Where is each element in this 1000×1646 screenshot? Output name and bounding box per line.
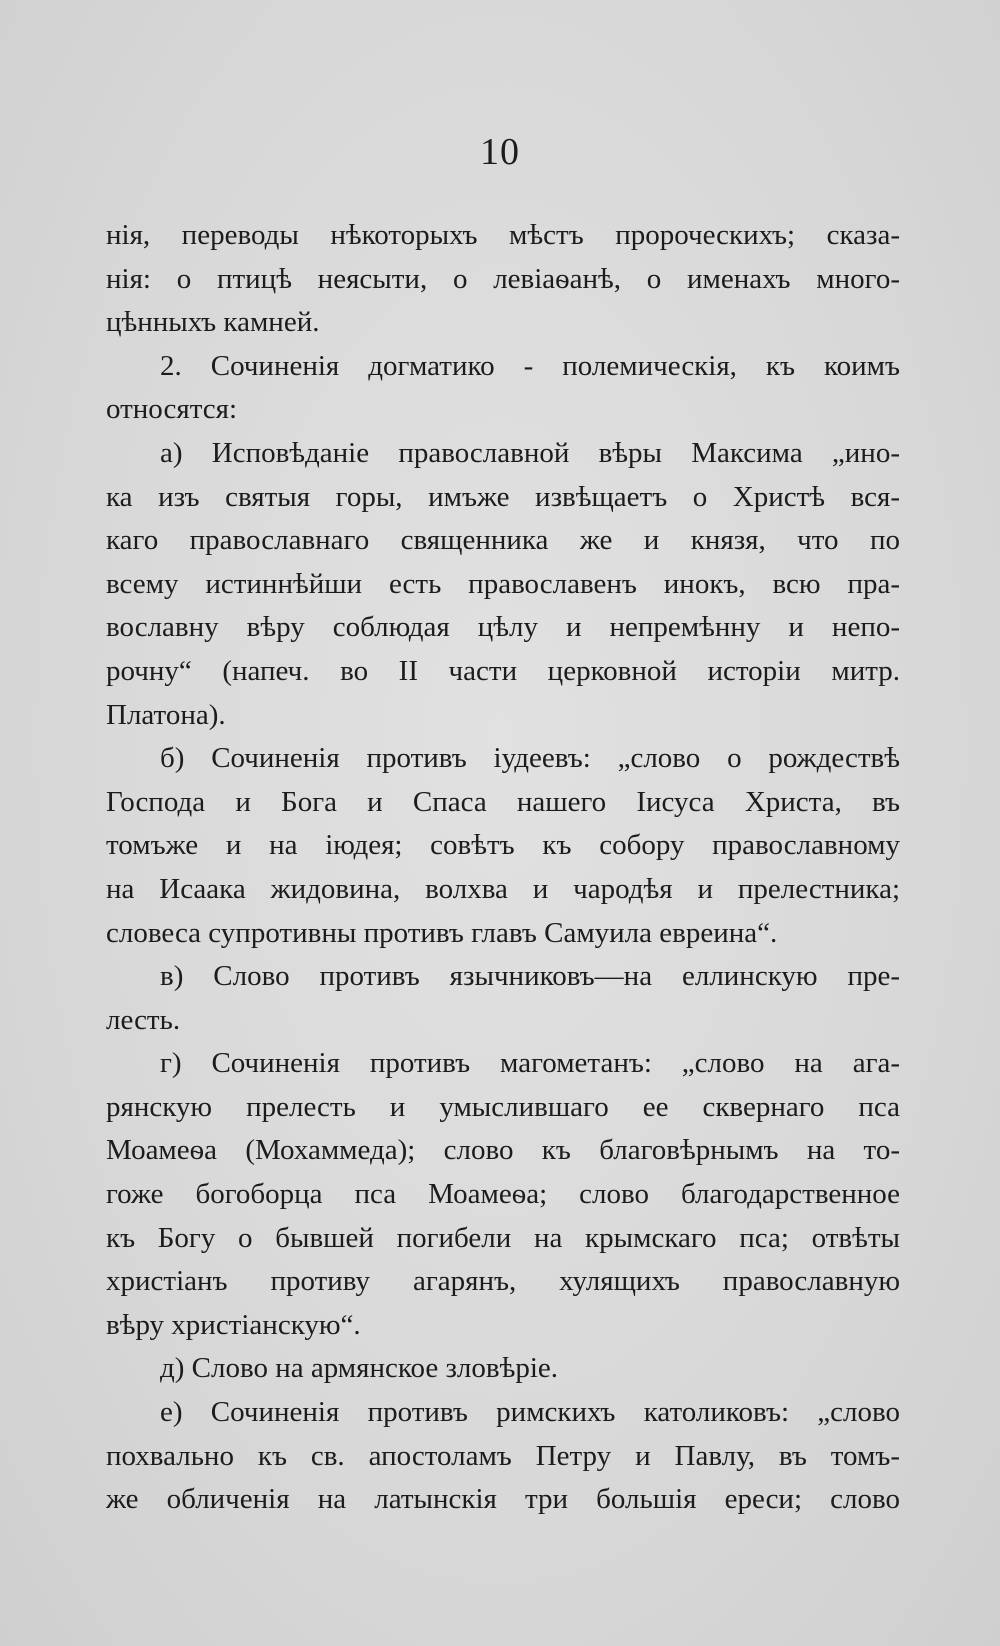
text-line: вославну вѣру соблюдая цѣлу и непремѣнну и непо-	[106, 611, 900, 644]
page-number: 10	[480, 131, 520, 173]
text-line: томъже и на іюдея; совѣтъ къ собору православному	[106, 829, 900, 862]
text-line: словеса супротивны противъ главъ Самуила евреина“.	[106, 916, 778, 949]
text-line: вѣру христіанскую“.	[106, 1308, 361, 1341]
text-line: г) Сочиненія противъ магометанъ: „слово на ага-	[160, 1047, 900, 1080]
text-line: нія, переводы нѣкоторыхъ мѣстъ пророческихъ; сказа-	[106, 219, 900, 251]
text-line: в) Слово противъ язычниковъ—на еллинскую пре-	[160, 960, 900, 993]
text-line: лесть.	[106, 1003, 181, 1036]
text-line: цѣнныхъ камней.	[106, 306, 320, 339]
text-line: къ Богу о бывшей погибели на крымскаго пса; отвѣты	[106, 1221, 900, 1254]
text-line: ка изъ святыя горы, имъже извѣщаетъ о Христѣ вся-	[106, 480, 900, 513]
text-line: а) Исповѣданіе православной вѣры Максима „ино-	[160, 436, 900, 469]
text-line: относятся:	[106, 393, 238, 426]
text-line: каго православнаго священника же и князя, что по	[106, 524, 900, 557]
text-line: Моамеѳа (Мохаммеда); слово къ благовѣрнымъ на то-	[106, 1134, 900, 1167]
text-line: нія: о птицѣ неясыти, о левіаѳанѣ, о именахъ много-	[106, 262, 900, 295]
body-text	[106, 214, 900, 1522]
text-line: на Исаака жидовина, волхва и чародѣя и прелестника;	[106, 872, 900, 905]
text-line: всему истиннѣйши есть православенъ инокъ, всю пра-	[106, 567, 900, 600]
text-line: б) Сочиненія противъ іудеевъ: „слово о рождествѣ	[160, 742, 900, 775]
text-line: е) Сочиненія противъ римскихъ католиковъ: „слово	[160, 1396, 900, 1429]
text-line: Господа и Бога и Спаса нашего Іисуса Христа, въ	[106, 785, 900, 818]
text-line: д) Слово на армянское зловѣріе.	[160, 1352, 559, 1385]
text-line: 2. Сочиненія догматико - полемическія, къ коимъ	[160, 349, 900, 382]
text-line: Платона).	[106, 698, 226, 731]
text-line: рянскую прелесть и умыслившаго ее сквернаго пса	[106, 1090, 900, 1123]
text-line: гоже богоборца пса Моамеѳа; слово благодарственное	[106, 1178, 900, 1211]
text-line: христіанъ противу агарянъ, хулящихъ православную	[106, 1265, 900, 1298]
text-line: же обличенія на латынскія три большія ереси; слово	[106, 1483, 900, 1516]
text-line: рочну“ (напеч. во II части церковной исторіи митр.	[106, 654, 900, 687]
text-line: похвально къ св. апостоламъ Петру и Павлу, въ томъ-	[106, 1439, 900, 1472]
